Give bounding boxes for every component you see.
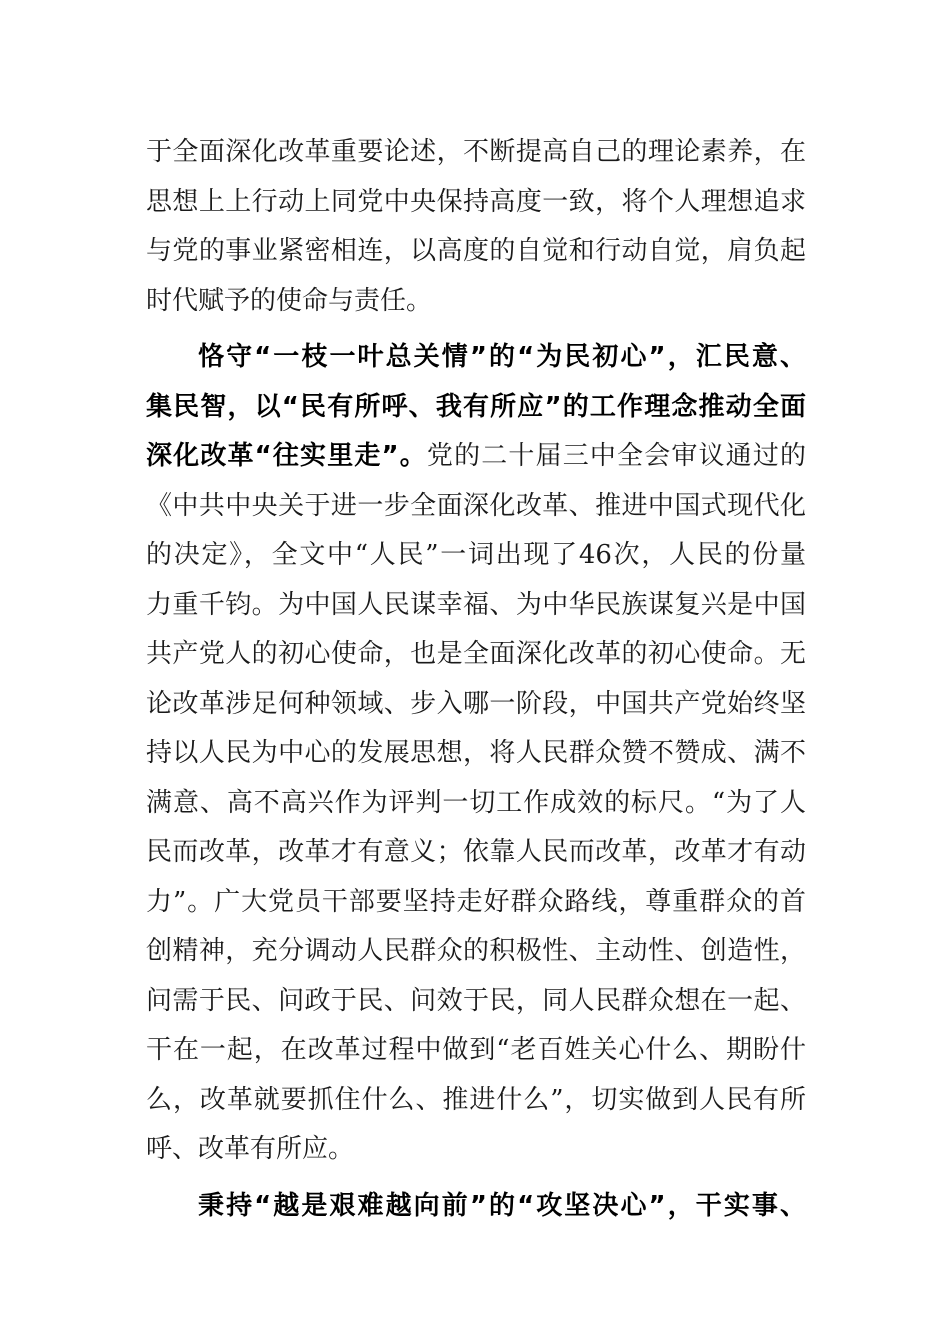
paragraph-3 — [146, 1182, 806, 1232]
text-line: 论改革涉足何种领域、步入哪一阶段，中国共产党始终坚 — [146, 688, 806, 719]
mixed-line — [146, 432, 806, 482]
text-line: 满意、高不高兴作为评判一切工作成效的标尺。“为了人 — [146, 787, 806, 818]
text-line: 于全面深化改革重要论述，不断提高自己的理论素养，在 — [146, 137, 806, 167]
text-line: 问需于民、问政于民、问效于民，同人民群众想在一起、 — [146, 985, 806, 1016]
document-page — [146, 128, 806, 1231]
text-line: 民而改革，改革才有意义；依靠人民而改革，改革才有动 — [146, 837, 806, 867]
paragraph-2 — [146, 333, 806, 1175]
text-line: 力”。广大党员干部要坚持走好群众路线，尊重群众的首 — [146, 886, 806, 917]
text-line: 共产党人的初心使命，也是全面深化改革的初心使命。无 — [146, 639, 806, 669]
text-line: 呼、改革有所应。 — [146, 1134, 355, 1164]
paragraph-1 — [146, 128, 806, 326]
text-line: 么，改革就要抓住什么、推进什么”，切实做到人民有所 — [146, 1084, 806, 1115]
heading-line: 恪守“一枝一叶总关情”的“为民初心”，汇民意、 — [198, 342, 806, 372]
body-text: 党的二十届三中全会审议通过的 — [426, 441, 806, 471]
text-line: 思想上上行动上同党中央保持高度一致，将个人理想追求 — [146, 186, 806, 217]
text-line: 干在一起，在改革过程中做到“老百姓关心什么、期盼什 — [146, 1035, 806, 1065]
paragraph-spacer — [146, 326, 806, 333]
text-line: 的决定》，全文中“人民”一词出现了46次，人民的份量 — [146, 540, 806, 570]
text-line: 力重千钧。为中国人民谋幸福、为中华民族谋复兴是中国 — [146, 589, 806, 620]
heading-line: 秉持“越是艰难越向前”的“攻坚决心”，干实事、 — [198, 1190, 806, 1221]
text-line: 创精神，充分调动人民群众的积极性、主动性、创造性， — [146, 936, 806, 966]
text-line: 持以人民为中心的发展思想，将人民群众赞不赞成、满不 — [146, 738, 806, 768]
text-line: 时代赋予的使命与责任。 — [146, 285, 433, 316]
text-line: 《中共中央关于进一步全面深化改革、推进中国式现代化 — [146, 490, 806, 521]
paragraph-spacer — [146, 1175, 806, 1182]
heading-line-tail: 深化改革“往实里走”。 — [146, 441, 427, 471]
heading-line: 集民智，以“民有所呼、我有所应”的工作理念推动全面 — [146, 391, 806, 422]
text-line: 与党的事业紧密相连，以高度的自觉和行动自觉，肩负起 — [146, 236, 806, 266]
